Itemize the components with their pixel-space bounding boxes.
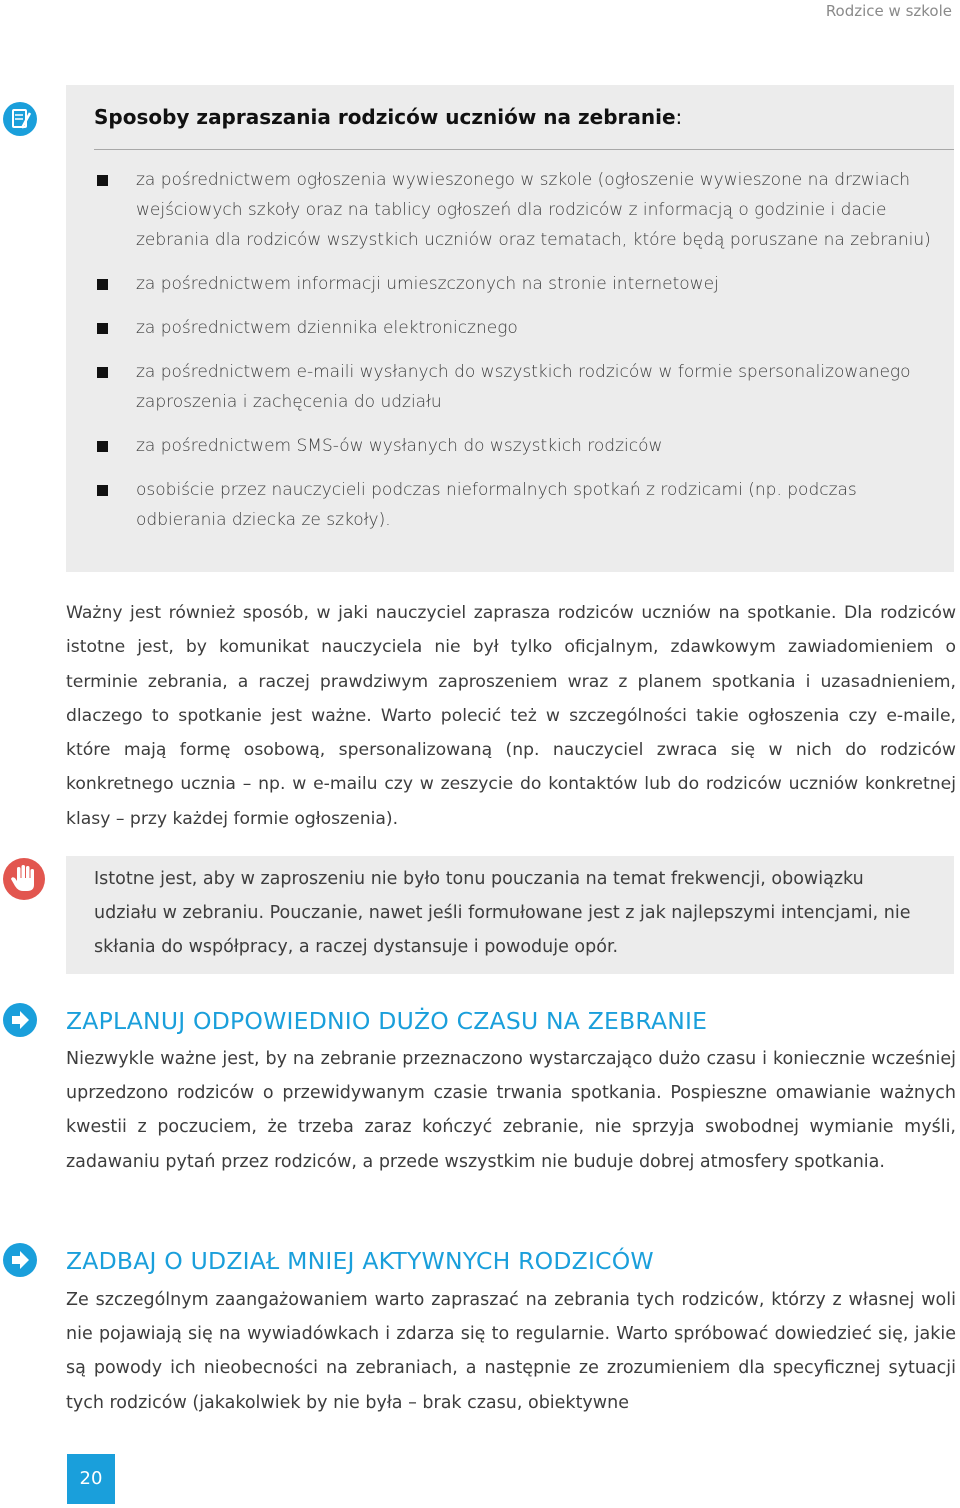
invitation-methods-box [66,85,954,572]
bullet-square-icon [97,279,108,290]
section-text: Ze szczególnym zaangażowaniem warto zapraszać na zebrania tych rodziców, którzy z własnej woli nie pojawiają się na wywiadówkach i zdarza się to regularnie. Warto spróbować dowiedzieć się, jakie są powody ich nieobecności na zebraniach, a następnie ze zrozumieniem dla specyficznej sytuacji tych rodziców (jakakolwiek by nie była – brak czasu, obiektywne [66,1290,956,1413]
divider [94,149,954,150]
list-item: za pośrednictwem e-maili wysłanych do wszystkich rodziców w formie spersonalizowanego zaproszenia i zachęcenia do udziału [94,357,934,417]
list-item: za pośrednictwem ogłoszenia wywieszonego w szkole (ogłoszenie wywieszone na drzwiach wejściowych szkoły oraz na tablicy ogłoszeń dla rodziców z informacją o godzinie i dacie zebrania dla rodziców wszystkich uczniów oraz tematach, które będą poruszane na zebraniu) [94,165,934,255]
list-item: za pośrednictwem informacji umieszczonych na stronie internetowej [94,269,934,299]
bullet-square-icon [97,441,108,452]
section-heading: ZADBAJ O UDZIAŁ MNIEJ AKTYWNYCH RODZICÓW [66,1247,654,1275]
arrow-right-icon [3,1003,37,1037]
arrow-right-icon [3,1243,37,1277]
box-title: Sposoby zapraszania rodziców uczniów na zebranie: [94,105,683,129]
list-item: osobiście przez nauczycieli podczas nieformalnych spotkań z rodzicami (np. podczas odbierania dziecka ze szkoły). [94,475,934,535]
bullet-square-icon [97,367,108,378]
stop-hand-icon [3,858,45,900]
body-paragraph: Ważny jest również sposób, w jaki nauczyciel zaprasza rodziców uczniów na spotkanie. Dla rodziców istotne jest, by komunikat nauczyciela nie był tylko oficjalnym, zdawkowym zawiadomieniem o terminie zebrania, a raczej prawdziwym zaproszeniem wraz z planem spotkania i uzasadnieniem, dlaczego to spotkanie jest ważne. Warto polecić też w szczególności takie ogłoszenia czy e-maile, które mają formę osobową, spersonalizowaną (np. nauczyciel zwraca się w nich do rodziców konkretnego ucznia – np. w e-mailu czy w zeszycie do kontaktów lub do rodziców uczniów konkretnej klasy – przy każdej formie ogłoszenia). [66,603,956,829]
running-header: Rodzice w szkole [825,2,952,20]
bullet-square-icon [97,323,108,334]
note-pencil-icon [3,102,37,136]
bullet-square-icon [97,175,108,186]
methods-list [94,165,934,549]
list-item: za pośrednictwem dziennika elektronicznego [94,313,934,343]
list-item: za pośrednictwem SMS-ów wysłanych do wszystkich rodziców [94,431,934,461]
bullet-square-icon [97,485,108,496]
section-heading: ZAPLANUJ ODPOWIEDNIO DUŻO CZASU NA ZEBRANIE [66,1007,708,1035]
page-number: 20 [67,1454,115,1504]
section-text: Niezwykle ważne jest, by na zebranie przeznaczono wystarczająco dużo czasu i koniecznie wcześniej uprzedzono rodziców o przewidywanym czasie trwania spotkania. Pospieszne omawianie ważnych kwestii z poczuciem, że trzeba zaraz kończyć zebranie, nie sprzyja swobodnej wymianie myśli, zadawaniu pytań przez rodziców, a przede wszystkim nie buduje dobrej atmosfery spotkania. [66,1049,956,1172]
warning-box [66,856,954,974]
warning-text: Istotne jest, aby w zaproszeniu nie było tonu pouczania na temat frekwencji, obowiązku udziału w zebraniu. Pouczanie, nawet jeśli formułowane jest z jak najlepszymi intencjami, nie skłania do współpracy, a raczej dystansuje i powoduje opór. [94,869,911,957]
